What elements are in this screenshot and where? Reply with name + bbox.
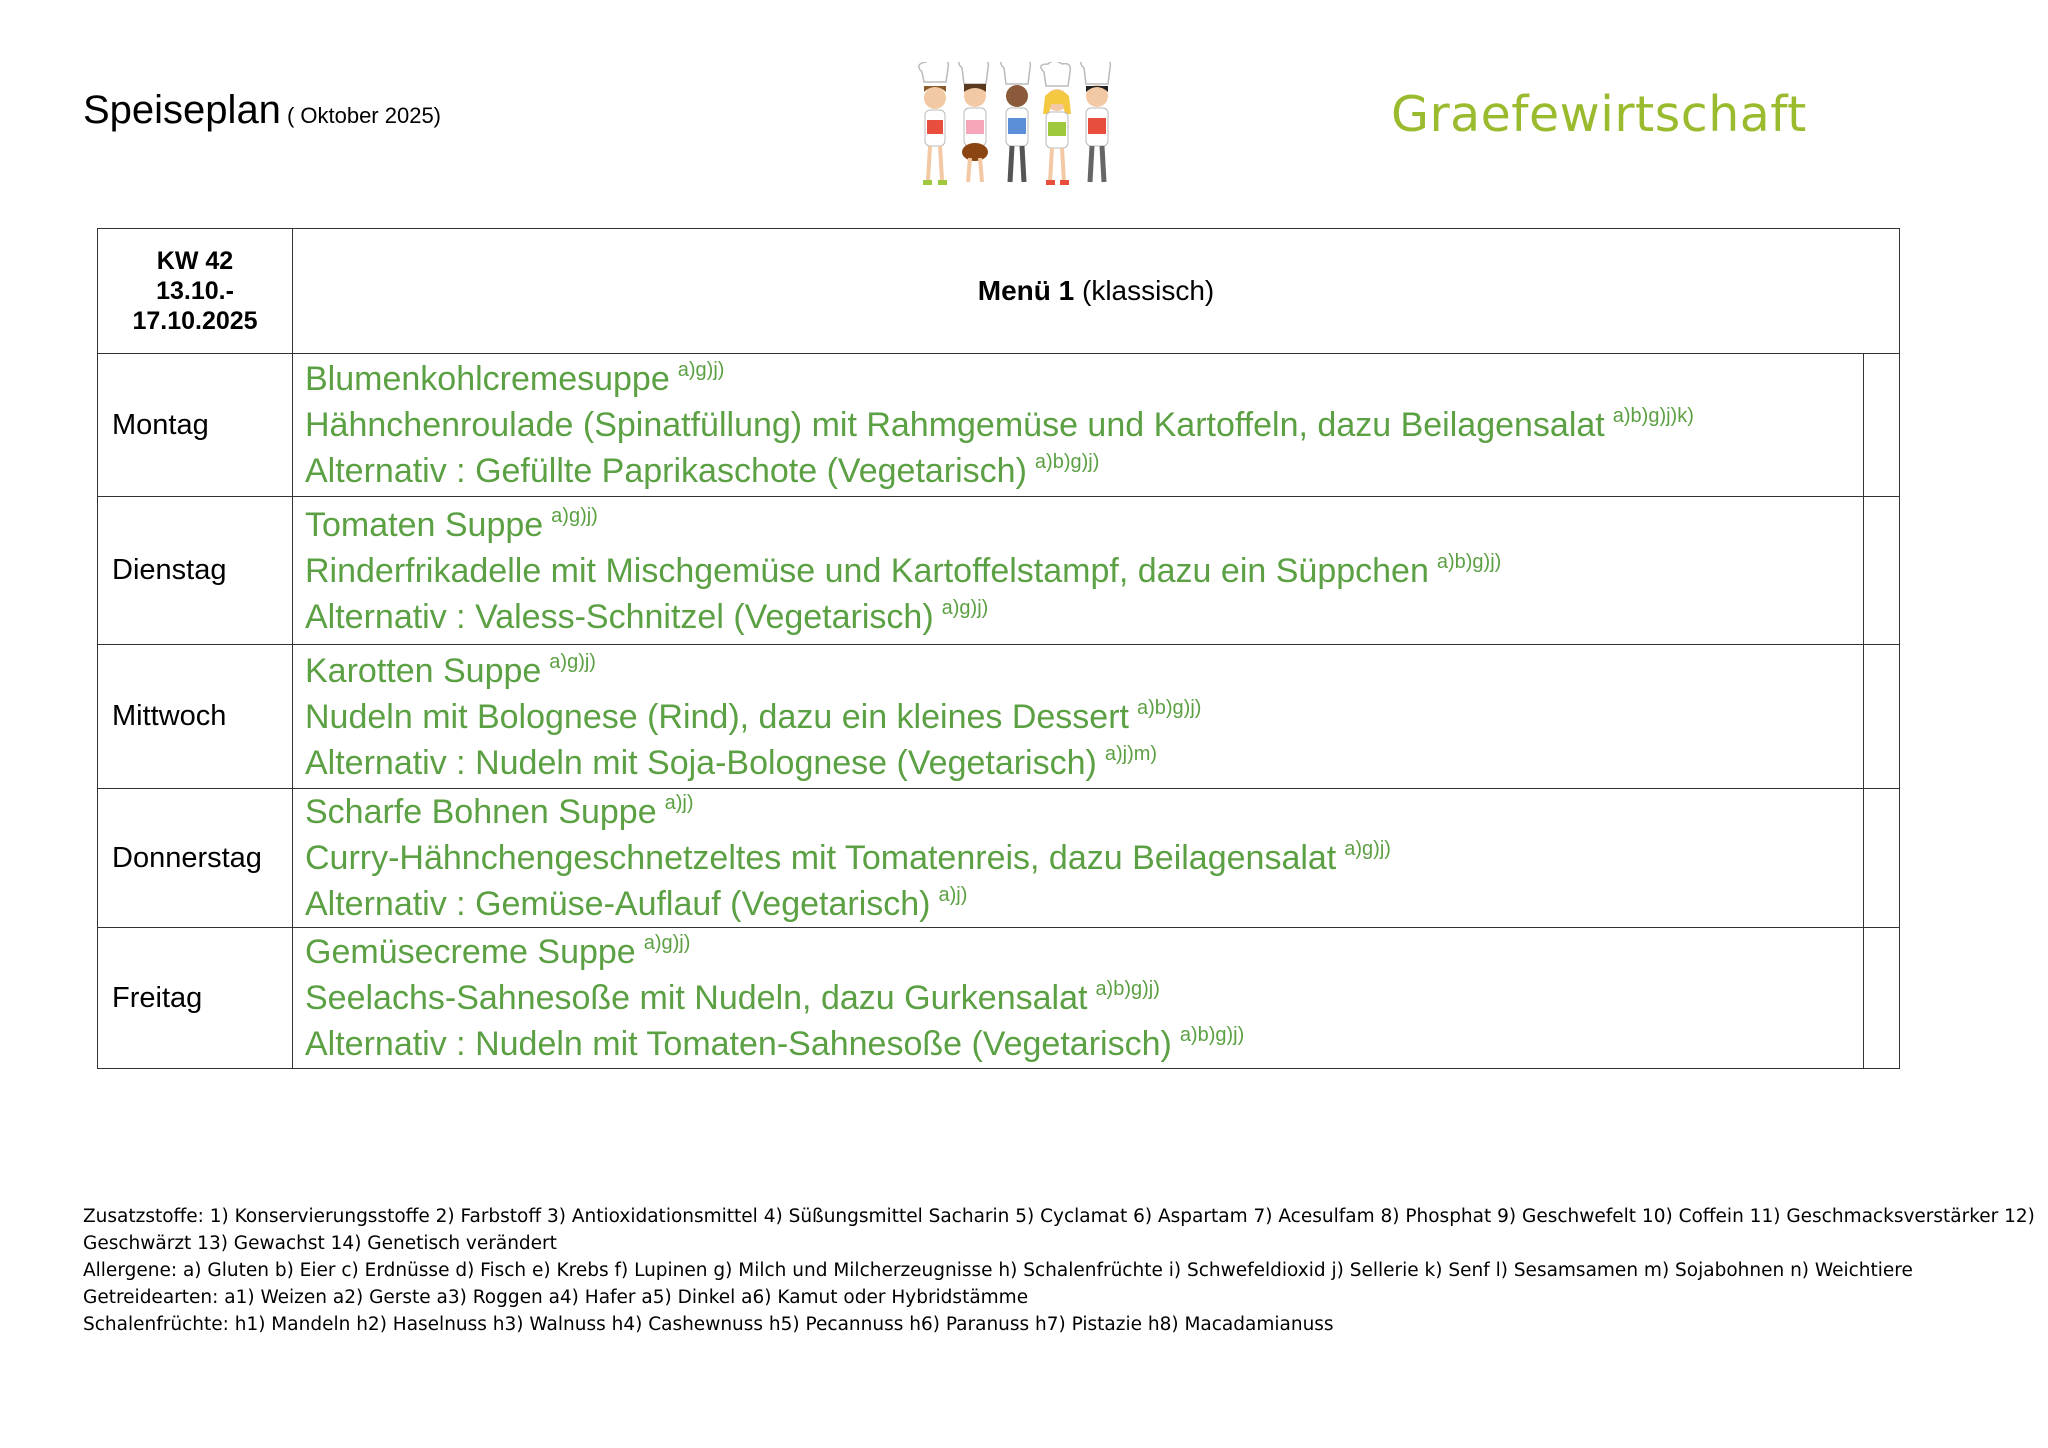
date-from: 13.10.- bbox=[156, 277, 234, 305]
brand-name: Graefewirtschaft bbox=[1391, 86, 1807, 143]
allergen-codes: a)g)j) bbox=[1344, 838, 1391, 860]
legend-line: Zusatzstoffe: 1) Konservierungsstoffe 2) Farbstoff 3) Antioxidationsmittel 4) Süßungsmittel Sacharin 5) Cyclamat 6) Aspartam 7) Acesulfam 8) Phosphat 9) Geschwefelt 10) Coffein 11) Geschmacksverstärker 12) bbox=[83, 1206, 2035, 1227]
allergen-codes: a)b)g)j) bbox=[1436, 550, 1502, 573]
title-month: ( Oktober 2025) bbox=[286, 103, 442, 128]
dish-main: Hähnchenroulade (Spinatfüllung) mit Rahmgemüse und Kartoffeln, dazu Beilagensalat $^{a)b)g)j)k)}$ bbox=[305, 405, 1694, 444]
allergen-legend bbox=[83, 1203, 2035, 1338]
menu-header bbox=[293, 229, 1900, 354]
allergen-codes: a)g)j) bbox=[677, 359, 725, 381]
allergen-codes: a)b)g)j) bbox=[1095, 978, 1160, 1000]
title-text: Speiseplan bbox=[83, 88, 281, 132]
dish-soup: Tomaten Suppe $^{a)g)j)}$ bbox=[305, 504, 598, 544]
date-to: 17.10.2025 bbox=[132, 307, 258, 335]
chef-kids-logo-icon bbox=[912, 62, 1128, 212]
menu-table bbox=[97, 228, 1900, 1069]
page-title bbox=[83, 88, 441, 133]
empty-cell bbox=[1863, 497, 1899, 645]
allergen-codes: a)b)g)j) bbox=[1136, 696, 1202, 719]
empty-cell bbox=[1863, 789, 1899, 928]
table-header-row bbox=[98, 229, 1900, 354]
legend-line: Getreidearten: a1) Weizen a2) Gerste a3) Roggen a4) Hafer a5) Dinkel a6) Kamut oder Hybridstämme bbox=[83, 1287, 1029, 1308]
empty-cell bbox=[1863, 354, 1899, 497]
menu-subtitle: (klassisch) bbox=[1082, 275, 1215, 306]
empty-cell bbox=[1863, 928, 1899, 1069]
day-label: Donnerstag bbox=[98, 789, 293, 928]
dish-alternative: Alternativ : Valess-Schnitzel (Vegetarisch) $^{a)g)j)}$ bbox=[305, 596, 989, 636]
allergen-codes: a)b)g)j) bbox=[1179, 1024, 1245, 1046]
dish-main: Nudeln mit Bolognese (Rind), dazu ein kleines Dessert $^{a)b)g)j)}$ bbox=[305, 696, 1202, 736]
dish-soup: Gemüsecreme Suppe $^{a)g)j)}$ bbox=[305, 932, 691, 971]
allergen-codes: a)j) bbox=[664, 792, 694, 814]
legend-line: Schalenfrüchte: h1) Mandeln h2) Haselnuss h3) Walnuss h4) Cashewnuss h5) Pecannuss h6) Paranuss h7) Pistazie h8) Macadamianuss bbox=[83, 1314, 1334, 1335]
dish-list bbox=[293, 354, 1864, 497]
legend-line: Geschwärzt 13) Gewachst 14) Genetisch verändert bbox=[83, 1233, 557, 1254]
allergen-codes: a)j)m) bbox=[1104, 742, 1158, 765]
day-label: Mittwoch bbox=[98, 645, 293, 789]
dish-list bbox=[293, 645, 1864, 789]
allergen-codes: a)j) bbox=[938, 884, 968, 906]
allergen-codes: a)g)j) bbox=[941, 596, 989, 619]
dish-list bbox=[293, 789, 1864, 928]
dish-main: Rinderfrikadelle mit Mischgemüse und Kartoffelstampf, dazu ein Süppchen $^{a)b)g)j)}$ bbox=[305, 550, 1502, 590]
table-row bbox=[98, 928, 1900, 1069]
week-cell bbox=[98, 229, 293, 354]
allergen-codes: a)b)g)j) bbox=[1034, 451, 1100, 473]
day-label: Freitag bbox=[98, 928, 293, 1069]
legend-line: Allergene: a) Gluten b) Eier c) Erdnüsse d) Fisch e) Krebs f) Lupinen g) Milch und Milcherzeugnisse h) Schalenfrüchte i) Schwefeldioxid j) Sellerie k) Senf l) Sesamsamen m) Sojabohnen n) Weichtiere bbox=[83, 1260, 1913, 1281]
dish-alternative: Alternativ : Gemüse-Auflauf (Vegetarisch) $^{a)j)}$ bbox=[305, 884, 968, 923]
allergen-codes: a)g)j) bbox=[549, 650, 596, 673]
dish-soup: Karotten Suppe $^{a)g)j)}$ bbox=[305, 650, 596, 690]
table-row bbox=[98, 354, 1900, 497]
day-label: Dienstag bbox=[98, 497, 293, 645]
dish-main: Seelachs-Sahnesoße mit Nudeln, dazu Gurkensalat $^{a)b)g)j)}$ bbox=[305, 978, 1160, 1017]
table-row bbox=[98, 789, 1900, 928]
dish-soup: Blumenkohlcremesuppe $^{a)g)j)}$ bbox=[305, 359, 725, 398]
menu-title: Menü 1 bbox=[977, 275, 1075, 306]
allergen-codes: a)g)j) bbox=[551, 504, 598, 527]
day-label: Montag bbox=[98, 354, 293, 497]
dish-alternative: Alternativ : Gefüllte Paprikaschote (Vegetarisch) $^{a)b)g)j)}$ bbox=[305, 451, 1100, 490]
empty-cell bbox=[1863, 645, 1899, 789]
dish-alternative: Alternativ : Nudeln mit Soja-Bolognese (Vegetarisch) $^{a)j)m)}$ bbox=[305, 742, 1158, 782]
dish-list bbox=[293, 928, 1864, 1069]
table-row bbox=[98, 497, 1900, 645]
table-row bbox=[98, 645, 1900, 789]
allergen-codes: a)g)j) bbox=[643, 932, 691, 954]
dish-list bbox=[293, 497, 1864, 645]
dish-alternative: Alternativ : Nudeln mit Tomaten-Sahnesoße (Vegetarisch) $^{a)b)g)j)}$ bbox=[305, 1024, 1245, 1063]
allergen-codes: a)b)g)j)k) bbox=[1612, 405, 1694, 427]
week-label: KW 42 bbox=[156, 247, 234, 275]
dish-main: Curry-Hähnchengeschnetzeltes mit Tomatenreis, dazu Beilagensalat $^{a)g)j)}$ bbox=[305, 838, 1391, 877]
dish-soup: Scharfe Bohnen Suppe $^{a)j)}$ bbox=[305, 792, 694, 831]
